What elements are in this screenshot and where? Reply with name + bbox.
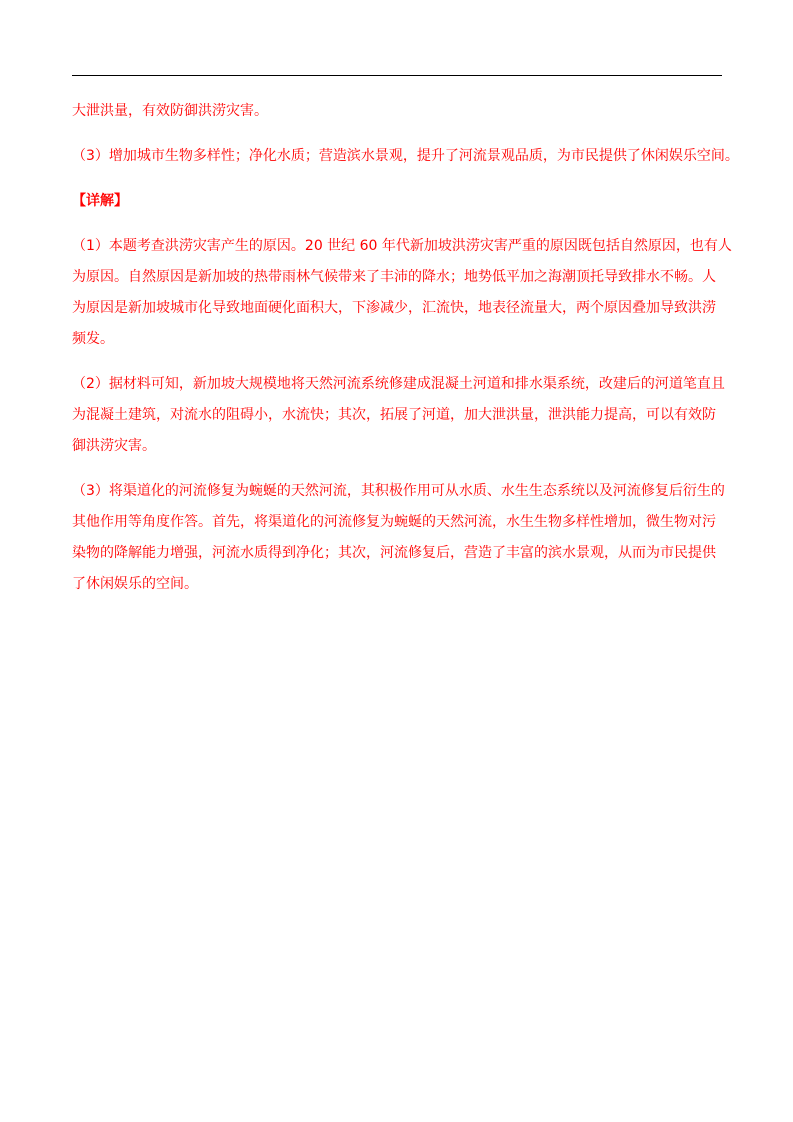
detail-paragraph-2 [72, 369, 724, 462]
text-line: 为混凝土建筑，对流水的阻碍小，水流快；其次，拓展了河道，加大泄洪量，泄洪能力提高，可以有效防 [72, 407, 716, 423]
detail-heading: 【详解】 [72, 193, 128, 209]
text-line: 御洪涝灾害。 [72, 438, 156, 454]
text-line: 频发。 [72, 331, 114, 347]
text-line: 染物的降解能力增强，河流水质得到净化；其次，河流修复后，营造了丰富的滨水景观，从而为市民提供 [72, 545, 716, 561]
answer-3 [72, 141, 739, 172]
text-line: 为原因是新加坡城市化导致地面硬化面积大，下渗减少，汇流快，地表径流量大，两个原因叠加导致洪涝 [72, 300, 716, 316]
text-line: （1）本题考查洪涝灾害产生的原因。20 世纪 60 年代新加坡洪涝灾害严重的原因既包括自然原因，也有人 [72, 238, 732, 254]
detail-paragraph-1 [72, 231, 732, 355]
text-line: 其他作用等角度作答。首先，将渠道化的河流修复为蜿蜒的天然河流，水生生物多样性增加，微生物对污 [72, 514, 716, 530]
text-line: 为原因。自然原因是新加坡的热带雨林气候带来了丰沛的降水；地势低平加之海潮顶托导致排水不畅。人 [72, 269, 716, 285]
text-line: 了休闲娱乐的空间。 [72, 576, 198, 592]
text-line: （3）增加城市生物多样性；净化水质；营造滨水景观，提升了河流景观品质，为市民提供了休闲娱乐空间。 [72, 148, 739, 164]
answer-2-continuation [72, 96, 724, 127]
text-line: （2）据材料可知，新加坡大规模地将天然河流系统修建成混凝土河道和排水渠系统，改建后的河道笔直且 [72, 376, 725, 392]
text-line: （3）将渠道化的河流修复为蜿蜒的天然河流，其积极作用可从水质、水生生态系统以及河流修复后衍生的 [72, 483, 725, 499]
document-body [72, 96, 739, 614]
header-rule [72, 75, 722, 76]
detail-paragraph-3 [72, 476, 724, 600]
text-line: 大泄洪量，有效防御洪涝灾害。 [72, 103, 268, 119]
